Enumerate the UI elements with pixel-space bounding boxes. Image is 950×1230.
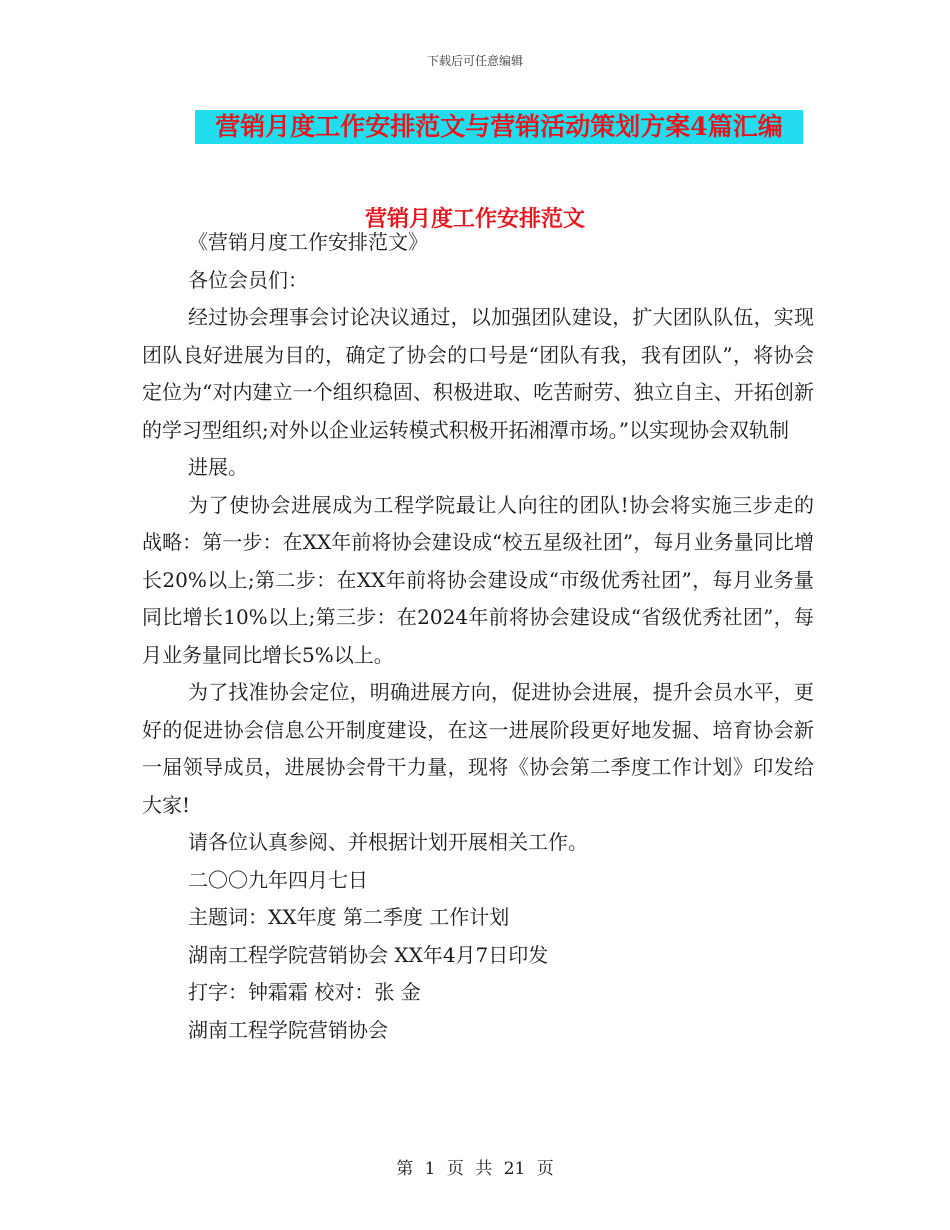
page-footer: 第 1 页 共 21 页 [396,1159,554,1179]
paragraph-plan: 为了找准协会定位，明确进展方向，促进协会进展，提升会员水平，更好的促进协会信息公开制度建设，在这一进展阶段更好地发掘、培育协会新一届领导成员，进展协会骨干力量，现将《协会第二季度工作计划》印发给大家! [142,680,814,817]
section-title: 营销月度工作安排范文 [364,206,585,232]
paragraph-progress: 进展。 [188,455,248,479]
paragraph-typist: 打字：钟霜霜 校对：张 金 [188,980,421,1004]
paragraph-keywords: 主题词：XX年度 第二季度 工作计划 [188,905,510,929]
paragraph-request: 请各位认真参阅、并根据计划开展相关工作。 [188,830,588,854]
paragraph-salutation: 各位会员们： [188,267,308,292]
document-body [142,224,814,1049]
paragraph-issuer: 湖南工程学院营销协会 XX年4月7日印发 [188,942,549,967]
document-title: 营销月度工作安排范文与营销活动策划方案4篇汇编 [195,110,803,144]
paragraph-intro: 经过协会理事会讨论决议通过，以加强团队建设，扩大团队队伍，实现团队良好进展为目的，确定了协会的口号是“团队有我，我有团队”，将协会定位为“对内建立一个组织稳固、积极进取、吃苦耐劳、独立自主、开拓创新的学习型组织;对外以企业运转模式积极开拓湘潭市场。”以实现协会双轨制 [142,305,814,442]
paragraph-strategy: 为了使协会进展成为工程学院最让人向往的团队!协会将实施三步走的战略：第一步：在XX年前将协会建设成“校五星级社团”，每月业务量同比增长20%以上;第二步：在XX年前将协会建设成“市级优秀社团”，每月业务量同比增长10%以上;第三步：在2024年前将协会建设成“省级优秀社团”，每月业务量同比增长5%以上。 [142,492,814,667]
header-note: 下载后可任意编辑 [426,54,523,68]
paragraph-date: 二〇〇九年四月七日 [188,867,368,892]
paragraph-signature: 湖南工程学院营销协会 [188,1017,388,1042]
paragraph-book-title: 《营销月度工作安排范文》 [188,230,428,254]
